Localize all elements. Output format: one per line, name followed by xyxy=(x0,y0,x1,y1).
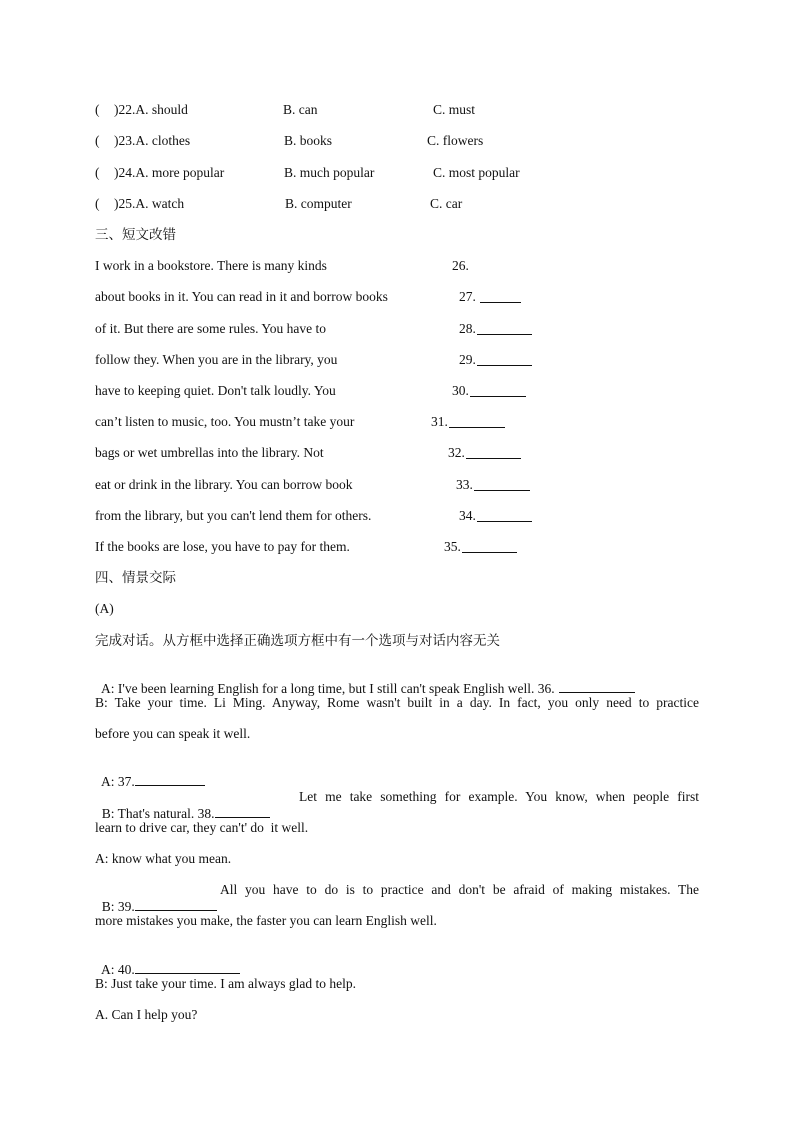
option-a: A. Can I help you? xyxy=(95,1007,198,1022)
proofread-number: 33. xyxy=(456,477,473,492)
dialogue-line-b1-cont: before you can speak it well. xyxy=(95,726,251,741)
section-3-title: 三、短文改错 xyxy=(95,227,176,243)
answer-blank[interactable] xyxy=(477,353,532,366)
choice-option-b: B. books xyxy=(284,133,333,148)
dialogue-text: B: 39. xyxy=(101,899,135,914)
dialogue-line-b4: B: Just take your time. I am always glad to help. xyxy=(95,976,356,991)
dialogue-line-36 xyxy=(95,664,635,697)
answer-paren: ( xyxy=(95,165,100,180)
dialogue-text-cont: All you have to do is to practice and don't be afraid of making mistakes. The xyxy=(220,882,699,897)
answer-blank[interactable] xyxy=(559,680,635,693)
proofread-text: can’t listen to music, too. You mustn’t take your xyxy=(95,414,355,429)
choice-stem: )22.A. should xyxy=(114,102,188,117)
dialogue-line-b2-cont: learn to drive car, they can't' do it well. xyxy=(95,820,309,835)
dialogue-line-a3: A: know what you mean. xyxy=(95,851,232,866)
proofread-number: 29. xyxy=(459,352,476,367)
dialogue-text: A: I've been learning English for a long time, but I still can't speak English well. 36. xyxy=(101,681,555,696)
proofread-text: from the library, but you can't lend them for others. xyxy=(95,508,372,523)
answer-blank[interactable] xyxy=(474,478,530,491)
proofread-number: 34. xyxy=(459,508,476,523)
part-label: (A) xyxy=(95,601,114,616)
choice-option-c: C. flowers xyxy=(427,133,484,148)
dialogue-line-38 xyxy=(95,789,270,822)
proofread-text: follow they. When you are in the library, you xyxy=(95,352,338,367)
proofread-text: about books in it. You can read in it and borrow books xyxy=(95,289,388,304)
answer-blank[interactable] xyxy=(466,446,521,459)
dialogue-line-39 xyxy=(95,882,217,915)
proofread-text: eat or drink in the library. You can borrow book xyxy=(95,477,353,492)
proofread-number: 26. xyxy=(452,258,469,273)
proofread-number: 27. xyxy=(459,289,476,304)
proofread-number: 35. xyxy=(444,539,461,554)
answer-blank[interactable] xyxy=(135,773,205,786)
instruction-text: 完成对话。从方框中选择正确选项方框中有一个选项与对话内容无关 xyxy=(95,633,500,649)
dialogue-line-40 xyxy=(95,945,240,978)
dialogue-text: A: 40. xyxy=(101,962,135,977)
proofread-text: If the books are lose, you have to pay for them. xyxy=(95,539,350,554)
choice-option-c: C. must xyxy=(433,102,476,117)
proofread-text: of it. But there are some rules. You have to xyxy=(95,321,326,336)
choice-option-b: B. can xyxy=(283,102,318,117)
answer-paren: ( xyxy=(95,133,100,148)
section-4-title: 四、情景交际 xyxy=(95,570,176,586)
answer-blank[interactable] xyxy=(480,290,521,303)
answer-blank[interactable] xyxy=(449,415,505,428)
answer-blank[interactable] xyxy=(135,898,217,911)
dialogue-line-b1: B: Take your time. Li Ming. Anyway, Rome wasn't built in a day. In fact, you only need to practice xyxy=(95,695,699,710)
answer-blank[interactable] xyxy=(462,540,517,553)
choice-option-b: B. computer xyxy=(285,196,352,211)
dialogue-line-b3-cont: more mistakes you make, the faster you can learn English well. xyxy=(95,913,437,928)
answer-blank[interactable] xyxy=(135,961,240,974)
answer-blank[interactable] xyxy=(477,509,532,522)
answer-blank[interactable] xyxy=(215,805,270,818)
proofread-text: bags or wet umbrellas into the library. Not xyxy=(95,445,324,460)
dialogue-text-cont: Let me take something for example. You know, when people first xyxy=(299,789,699,804)
answer-paren: ( xyxy=(95,196,100,211)
choice-option-c: C. car xyxy=(430,196,463,211)
choice-option-c: C. most popular xyxy=(433,165,520,180)
answer-paren: ( xyxy=(95,102,100,117)
dialogue-text: B: That's natural. 38. xyxy=(101,806,215,821)
choice-stem: )24.A. more popular xyxy=(114,165,225,180)
choice-option-b: B. much popular xyxy=(284,165,375,180)
proofread-number: 30. xyxy=(452,383,469,398)
dialogue-text: A: 37. xyxy=(101,774,135,789)
dialogue-line-37 xyxy=(95,757,205,790)
choice-stem: )25.A. watch xyxy=(114,196,185,211)
proofread-number: 31. xyxy=(431,414,448,429)
choice-stem: )23.A. clothes xyxy=(114,133,191,148)
proofread-text: have to keeping quiet. Don't talk loudly. You xyxy=(95,383,336,398)
proofread-number: 32. xyxy=(448,445,465,460)
proofread-number: 28. xyxy=(459,321,476,336)
answer-blank[interactable] xyxy=(477,322,532,335)
answer-blank[interactable] xyxy=(470,384,526,397)
proofread-text: I work in a bookstore. There is many kinds xyxy=(95,258,327,273)
